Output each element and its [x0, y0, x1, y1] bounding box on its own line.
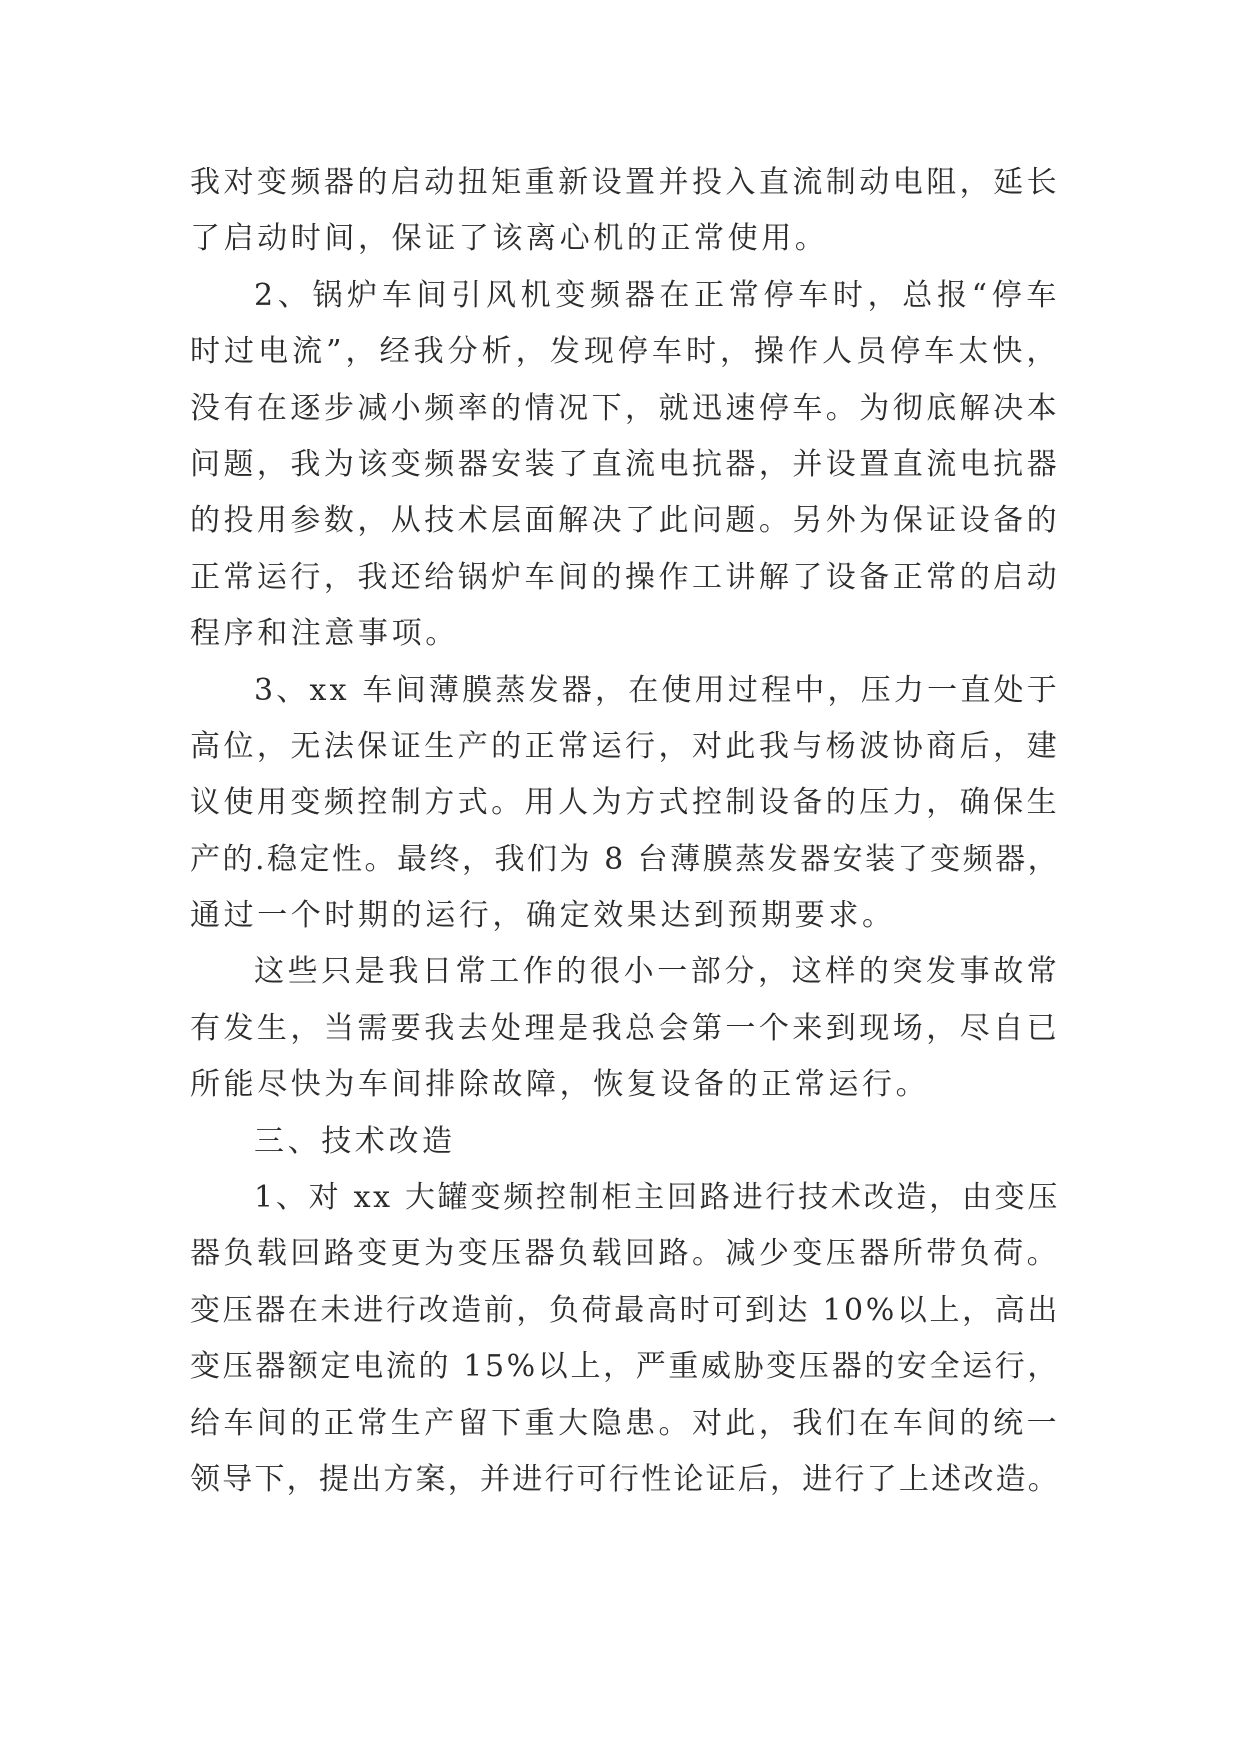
- text-line: 高位，无法保证生产的正常运行，对此我与杨波协商后，建: [190, 728, 1060, 764]
- text-line: 给车间的正常生产留下重大隐患。对此，我们在车间的统一: [190, 1405, 1060, 1441]
- text-line: 2、锅炉车间引风机变频器在正常停车时，总报“停车: [254, 277, 1060, 313]
- text-line: 有发生，当需要我去处理是我总会第一个来到现场，尽自已: [190, 1010, 1060, 1046]
- text-line: 的投用参数，从技术层面解决了此问题。另外为保证设备的: [190, 503, 1060, 539]
- text-line: 正常运行，我还给锅炉车间的操作工讲解了设备正常的启动: [190, 559, 1060, 595]
- text-line: 没有在逐步减小频率的情况下，就迅速停车。为彻底解决本: [190, 390, 1060, 426]
- text-line: 1、对 xx 大罐变频控制柜主回路进行技术改造，由变压: [254, 1180, 1060, 1216]
- document-body: [190, 155, 1060, 1508]
- text-line: 我对变频器的启动扭矩重新设置并投入直流制动电阻，延长: [190, 165, 1060, 200]
- text-line: 问题，我为该变频器安装了直流电抗器，并设置直流电抗器: [190, 446, 1060, 482]
- text-line: 三、技术改造: [254, 1123, 456, 1159]
- text-line: 这些只是我日常工作的很小一部分，这样的突发事故常: [254, 954, 1061, 990]
- text-line: 器负载回路变更为变压器负载回路。减少变压器所带负荷。: [190, 1236, 1060, 1272]
- text-line: 变压器额定电流的 15%以上，严重威胁变压器的安全运行，: [190, 1349, 1060, 1385]
- text-line: 通过一个时期的运行，确定效果达到预期要求。: [190, 898, 896, 934]
- text-line: 变压器在未进行改造前，负荷最高时可到达 10%以上，高出: [190, 1292, 1060, 1328]
- text-line: 产的.稳定性。最终，我们为 8 台薄膜蒸发器安装了变频器，: [190, 841, 1060, 877]
- text-line: 3、xx 车间薄膜蒸发器，在使用过程中，压力一直处于: [254, 672, 1060, 708]
- text-line: 了启动时间，保证了该离心机的正常使用。: [190, 221, 829, 257]
- text-line: 议使用变频控制方式。用人为方式控制设备的压力，确保生: [190, 785, 1060, 821]
- text-line: 程序和注意事项。: [190, 616, 459, 652]
- text-line: 时过电流”，经我分析，发现停车时，操作人员停车太快，: [190, 334, 1060, 370]
- text-line: 领导下，提出方案，并进行可行性论证后，进行了上述改造。: [190, 1461, 1060, 1497]
- text-line: 所能尽快为车间排除故障，恢复设备的正常运行。: [190, 1067, 930, 1103]
